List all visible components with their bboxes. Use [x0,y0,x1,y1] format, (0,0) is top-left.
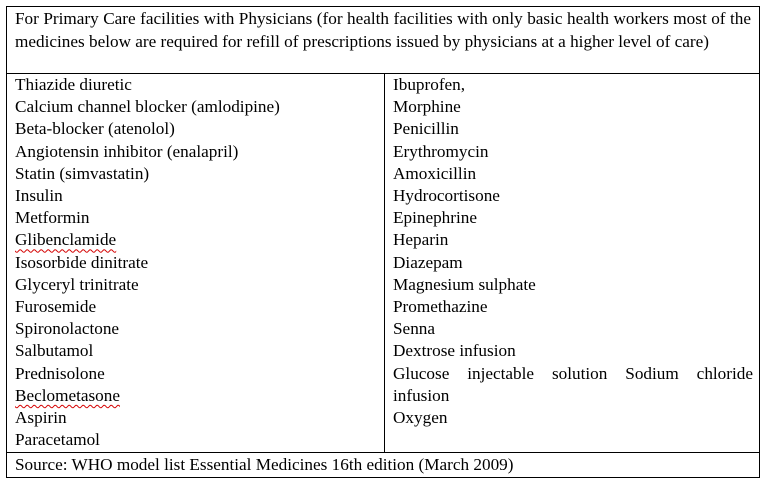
list-item: Prednisolone [15,363,105,383]
left-column [7,74,385,452]
list-item: Statin (simvastatin) [15,163,150,183]
list-item: Salbutamol [15,341,94,361]
list-item: Isosorbide dinitrate [15,252,149,272]
right-column [385,74,759,452]
table-footer [7,452,759,477]
list-item: Promethazine [393,297,488,317]
medicines-table [6,6,760,478]
list-item: Amoxicillin [393,163,477,183]
source-note: Source: WHO model list Essential Medicines 16th edition (March 2009) [15,455,514,474]
list-item: Spironolactone [15,319,120,339]
list-item: Metformin [15,208,90,228]
list-item: Ibuprofen, [393,75,466,94]
list-item: Paracetamol [15,430,100,450]
spellcheck-underline: Glibenclamide [15,230,117,250]
list-item: Magnesium sulphate [393,274,536,294]
list-item: Beta-blocker (atenolol) [15,119,175,139]
list-item: Furosemide [15,297,97,317]
list-item: Angiotensin inhibitor (enalapril) [15,141,239,161]
list-item: Thiazide diuretic [15,75,132,94]
list-item: Glyceryl trinitrate [15,274,139,294]
list-item-misspelled [15,229,384,251]
list-item: Glucose injectable solution Sodium chloride infusion [393,363,753,405]
list-item: Insulin [15,186,63,206]
table-header [7,7,759,74]
list-item: Senna [393,319,436,339]
list-item: Aspirin [15,408,67,428]
list-item: Diazepam [393,252,463,272]
header-text: For Primary Care facilities with Physicians (for health facilities with only basic health workers most of the medicines below are required for refill of prescriptions issued by physicians at a higher level of care) [15,9,751,51]
list-item: Calcium channel blocker (amlodipine) [15,97,280,117]
spellcheck-underline: Beclometasone [15,385,120,405]
list-item: Morphine [393,97,461,117]
list-item: Hydrocortisone [393,186,500,206]
list-item: Epinephrine [393,208,477,228]
list-item: Dextrose infusion [393,341,516,361]
list-item: Heparin [393,230,449,250]
list-item: Erythromycin [393,141,489,161]
list-item: Penicillin [393,119,459,139]
list-item: Oxygen [393,408,448,428]
list-item-misspelled [15,385,384,407]
